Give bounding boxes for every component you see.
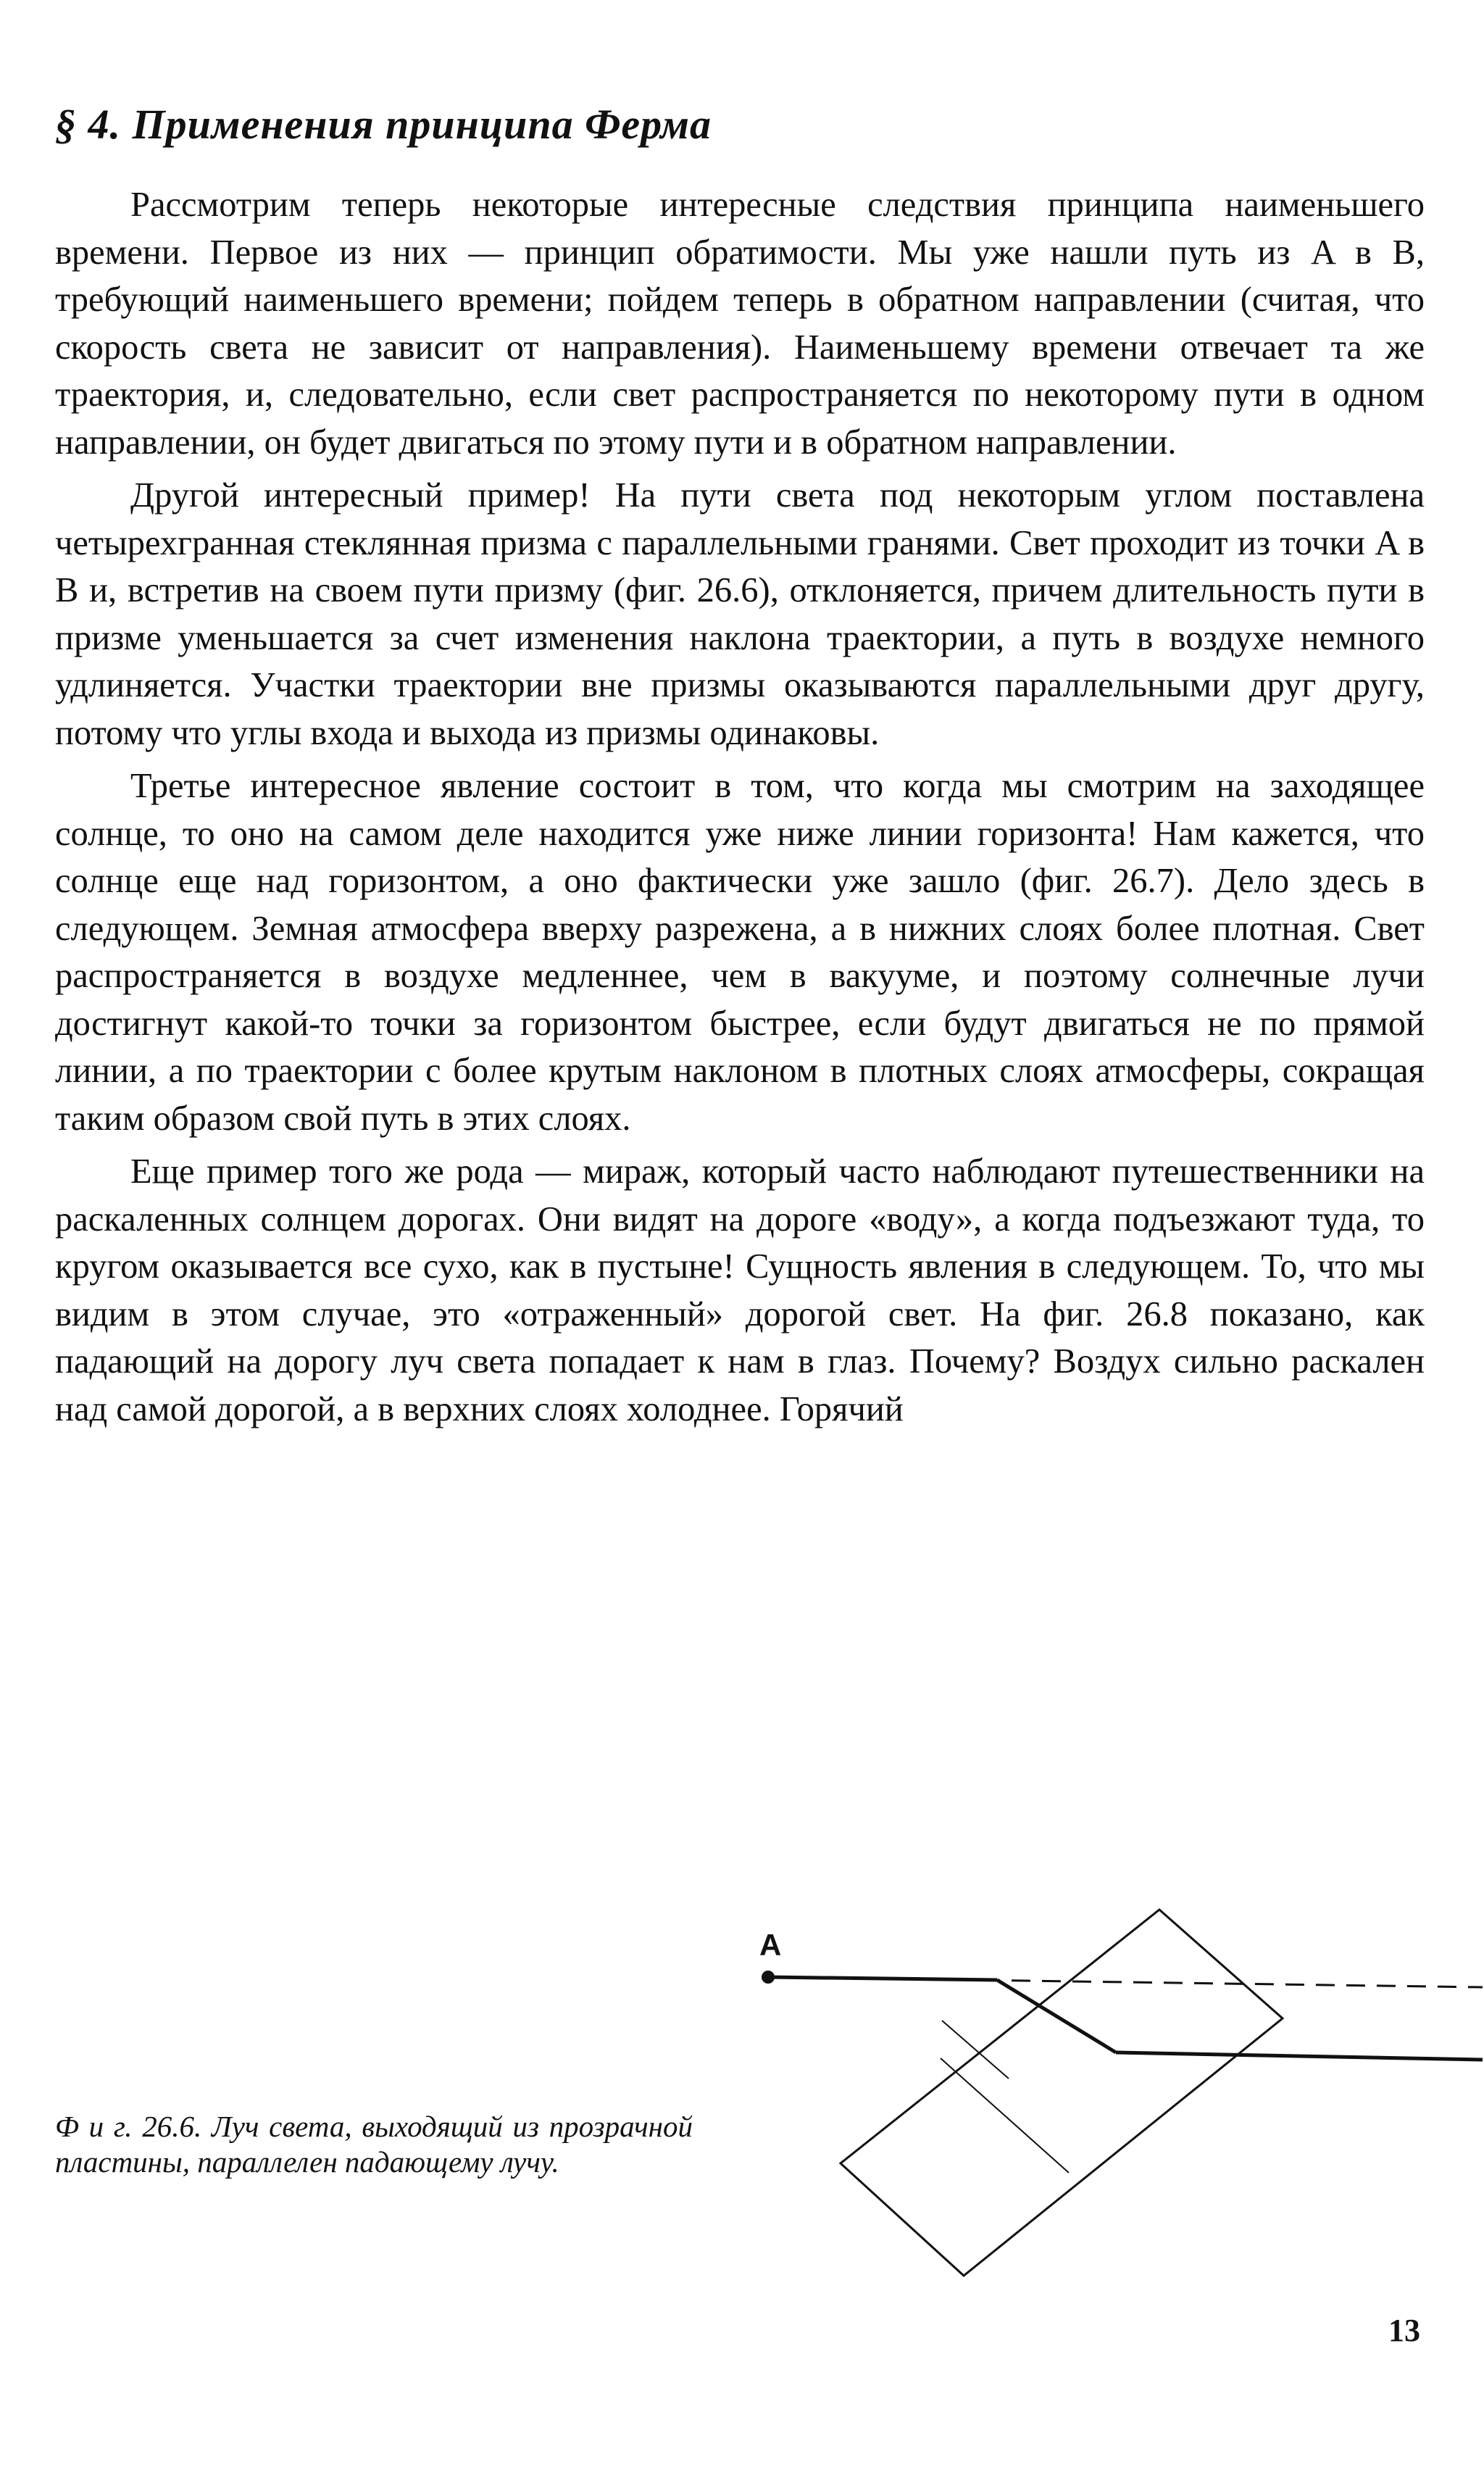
figure-26-6	[0, 1884, 1484, 2435]
point-a-label: A	[759, 1928, 782, 1962]
normal-line-entry	[942, 2021, 1009, 2079]
paragraph-reversibility: Рассмотрим теперь некоторые интересные следствия принципа наименьшего времени. Первое из них — принцип обратимости. Мы уже нашли путь из A в B, требующий наименьшего времени; пойдем теперь в обратном направлении (считая, что скорость света не зависит от направления). Наименьшему времени отвечает та же траектория, и, следовательно, если свет распространяется по некоторому пути в одном направлении, он будет двигаться по этому пути и в обратном направлении.	[55, 186, 1425, 462]
incident-ray	[768, 1977, 997, 1980]
figure-caption: Ф и г. 26.6. Луч света, выходящий из прозрачной пластины, параллелен падающему лучу.	[55, 2110, 693, 2179]
glass-plate	[841, 1910, 1283, 2276]
prism-diagram	[725, 1884, 1484, 2305]
paragraph-mirage: Еще пример того же рода — мираж, который часто наблюдают путешественники на раскаленных солнцем дорогах. Они видят на дороге «воду», а когда подъезжают туда, то кругом оказывается все сухо, как в пустыне! Сущность явления в следующем. То, что мы видим в этом случае, это «отраженный» дорогой свет. На фиг. 26.8 показано, как падающий на дорогу луч света попадает к нам в глаз. Почему? Воздух сильно раскален над самой дорогой, а в верхних слоях холоднее. Горячий	[55, 1152, 1425, 1428]
paragraph-prism: Другой интересный пример! На пути света под некоторым углом поставлена четырехгранная стеклянная призма с параллельными гранями. Свет проходит из точки A в B и, встретив на своем пути призму (фиг. 26.6), отклоняется, причем длительность пути в призме уменьшается за счет изменения наклона траектории, а путь в воздухе немного удлиняется. Участки траектории вне призмы оказываются параллельными друг другу, потому что углы входа и выхода из призмы одинаковы.	[55, 476, 1425, 752]
section-heading: § 4. Применения принципа Ферма	[55, 101, 712, 148]
point-a-marker	[762, 1971, 775, 1984]
body-text	[55, 181, 1425, 1433]
paragraph-sunset: Третье интересное явление состоит в том, что когда мы смотрим на заходящее солнце, то оно на самом деле находится уже ниже линии горизонта! Нам кажется, что солнце еще над горизонтом, а оно фактически уже зашло (фиг. 26.7). Дело здесь в следующем. Земная атмосфера вверху разрежена, а в нижних слоях более плотная. Свет распространяется в воздухе медленнее, чем в вакууме, и поэтому солнечные лучи достигнут какой-то точки за горизонтом быстрее, если будут двигаться не по прямой линии, а по траектории с более крутым наклоном в плотных слоях атмосферы, сокращая таким образом свой путь в этих слоях.	[55, 767, 1425, 1138]
page-number: 13	[1388, 2313, 1420, 2348]
emergent-ray	[1116, 2052, 1483, 2060]
